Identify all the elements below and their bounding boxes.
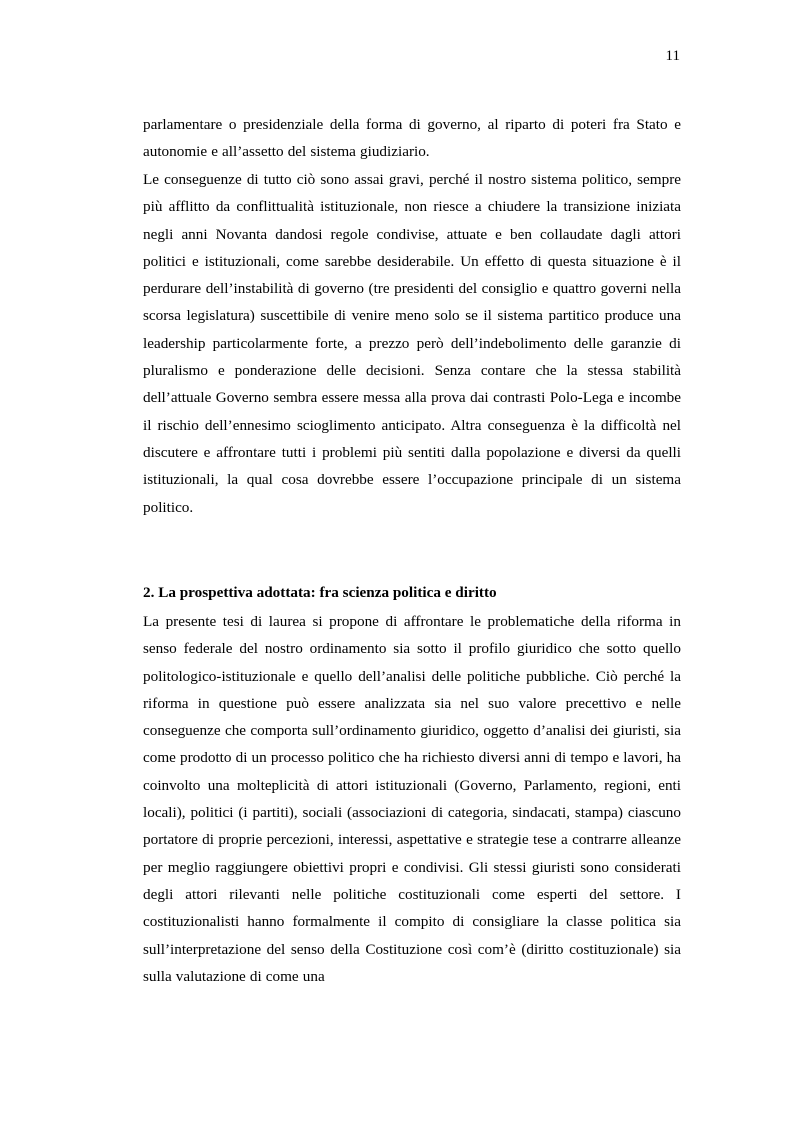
- paragraph-consequences: Le conseguenze di tutto ciò sono assai gravi, perché il nostro sistema politico, sempre più afflitto da conflittualità istituzionale, non riesce a chiudere la transizione iniziata negli anni Novanta dandosi regole condivise, attuate e ben collaudate dagli attori politici e istituzionali, come sarebbe desiderabile. Un effetto di questa situazione è il perdurare dell’instabilità di governo (tre presidenti del consiglio e quattro governi nella scorsa legislatura) suscettibile di venire meno solo se il sistema partitico produce una leadership particolarmente forte, a prezzo però dell’indebolimento delle garanzie di pluralismo e ponderazione delle decisioni. Senza contare che la stessa stabilità dell’attuale Governo sembra essere messa alla prova dai contrasti Polo-Lega e incombe il rischio dell’ennesimo scioglimento anticipato. Altra conseguenza è la difficoltà nel discutere e affrontare tutti i problemi più sentiti dalla popolazione e diversi da quelli istituzionali, la qual cosa dovrebbe essere l’occupazione principale di un sistema politico.: [143, 171, 681, 516]
- paragraph-continuation: parlamentare o presidenziale della forma di governo, al riparto di poteri fra Stato e autonomie e all’assetto del sistema giudiziario.: [143, 116, 681, 161]
- paragraph-section-body: La presente tesi di laurea si propone di affrontare le problematiche della riforma in senso federale del nostro ordinamento sia sotto il profilo giuridico che sotto quello politologico-istituzionale e quello dell’analisi delle politiche pubbliche. Ciò perché la riforma in questione può essere analizzata sia nel suo valore precettivo e nelle conseguenze che comporta sull’ordinamento giuridico, oggetto d’analisi dei giuristi, sia come prodotto di un processo politico che ha richiesto diversi anni di tempo e lavori, ha coinvolto una molteplicità di attori istituzionali (Governo, Parlamento, regioni, enti locali), politici (i partiti), sociali (associazioni di categoria, sindacati, stampa) ciascuno portatore di proprie percezioni, interessi, aspettative e strategie tese a contrarre alleanze per meglio raggiungere obiettivi propri e condivisi. Gli stessi giuristi sono considerati degli attori rilevanti nelle politiche costituzionali come esperti del settore. I costituzionalisti hanno formalmente il compito di consigliare la classe politica sia sull’interpretazione del senso della Costituzione così com’è (diritto costituzionale) sia sulla valutazione di come una: [143, 613, 681, 985]
- page-number: 11: [665, 48, 680, 64]
- section-heading: 2. La prospettiva adottata: fra scienza politica e diritto: [143, 584, 497, 601]
